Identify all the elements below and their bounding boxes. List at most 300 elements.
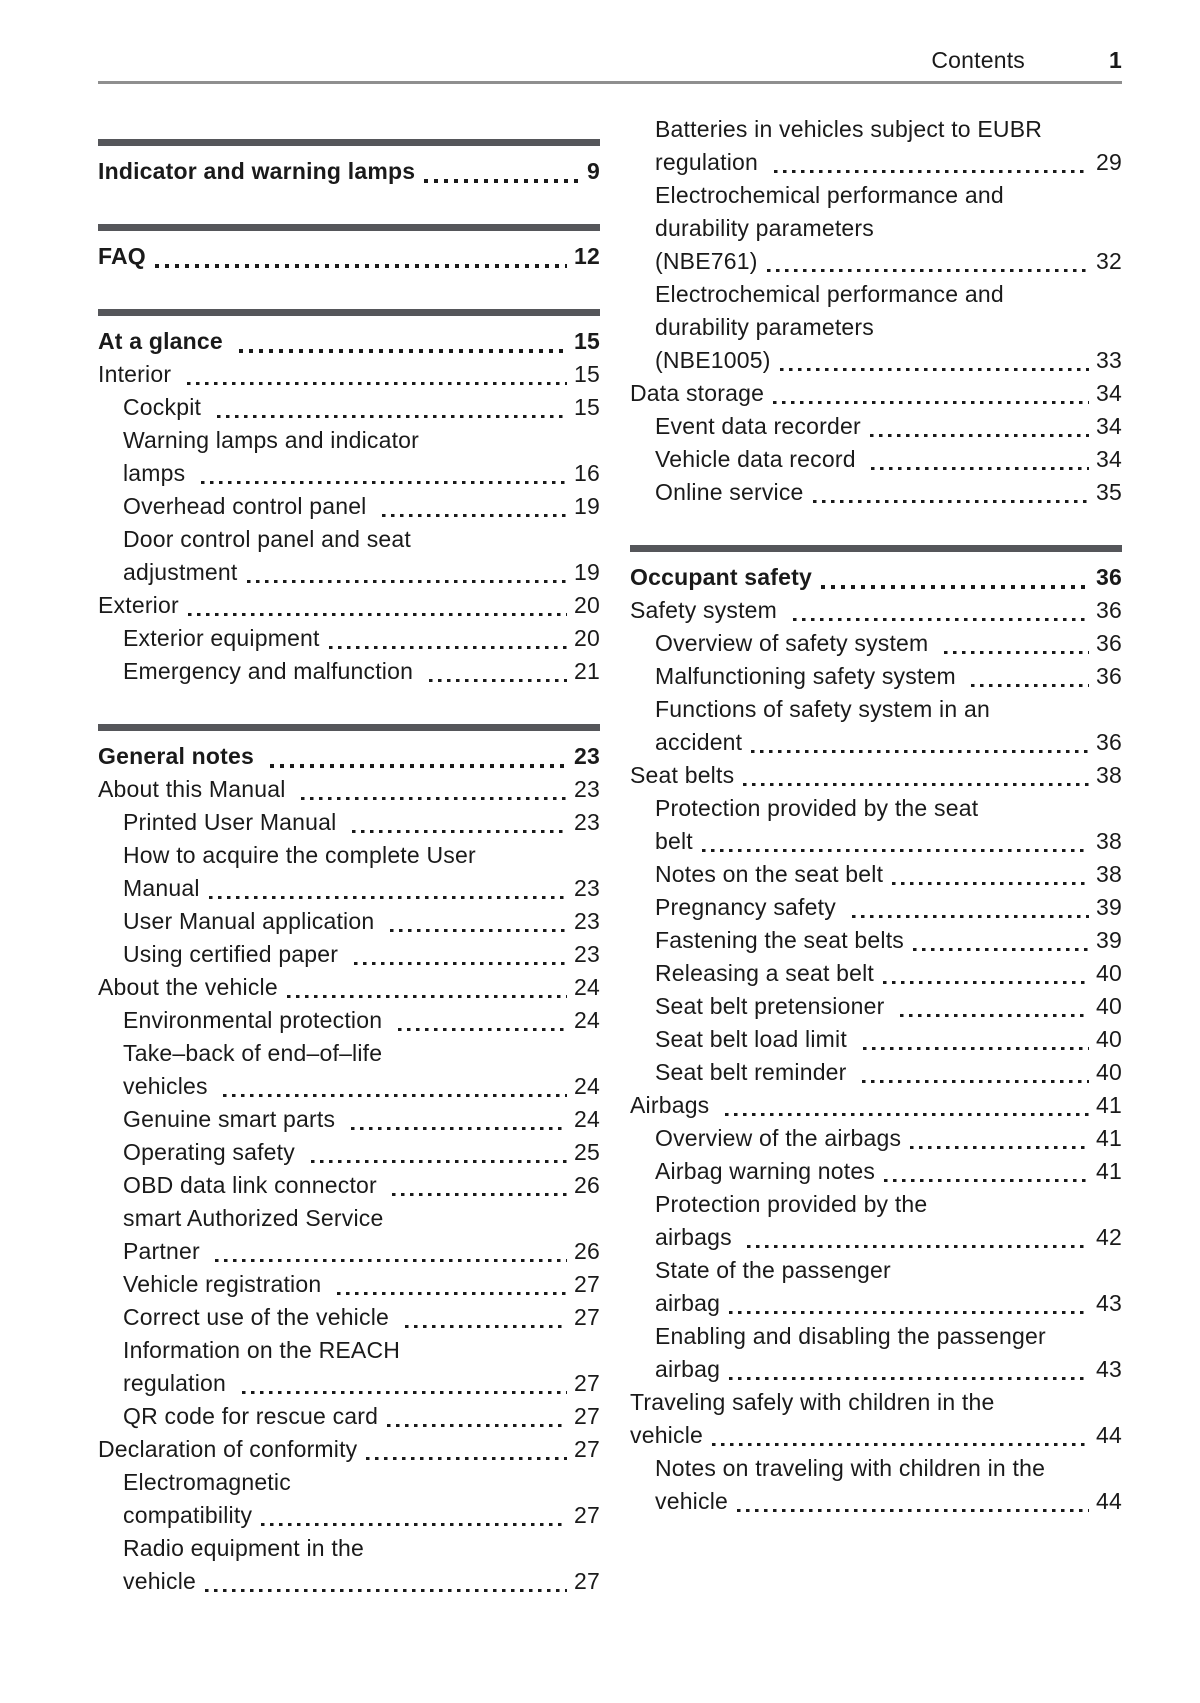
toc-entry-label: Vehicle registration [123, 1271, 328, 1297]
toc-entry-row [123, 872, 600, 905]
toc-entry-label: Airbags [630, 1092, 716, 1118]
dot-leader [201, 481, 567, 484]
toc-entry-label: vehicle [123, 1568, 196, 1594]
toc-entry-page: 40 [1096, 993, 1122, 1019]
toc-entry-label: airbags [655, 1224, 739, 1250]
dot-leader [352, 830, 567, 833]
toc-entry-label: regulation [655, 149, 765, 175]
toc-entry-label: Overhead control panel [123, 493, 374, 519]
toc-entry-row [98, 971, 600, 1004]
toc-entry-label: Airbag warning notes [655, 1158, 876, 1184]
toc-entry-page: 41 [1096, 1158, 1122, 1184]
toc-entry [98, 1466, 600, 1532]
toc-entry-label: airbag [655, 1290, 721, 1316]
toc-entry-wrap-line: Electrochemical performance and [655, 182, 1004, 208]
toc-entry-row [655, 443, 1122, 476]
toc-entry-row [630, 759, 1122, 792]
toc-section-entry [98, 325, 600, 358]
dot-leader [729, 1377, 1089, 1380]
dot-leader [813, 500, 1089, 503]
toc-entry-label: accident [655, 729, 743, 755]
toc-entry [630, 792, 1122, 858]
toc-entry [630, 1386, 1122, 1452]
toc-entry-row [655, 660, 1122, 693]
toc-entry-label: User Manual application [123, 908, 381, 934]
toc-entry-wrap-line: durability parameters [655, 314, 874, 340]
toc-entry-page: 23 [574, 941, 600, 967]
header-line [98, 46, 1122, 74]
dot-leader [729, 1311, 1089, 1314]
toc-entry-page: 15 [574, 394, 600, 420]
toc-entry-label: lamps [123, 460, 192, 486]
dot-leader [892, 882, 1089, 885]
toc-entry-label: Pregnancy safety [655, 894, 843, 920]
dot-leader [366, 1457, 567, 1460]
toc-entry [98, 655, 600, 688]
toc-entry-label: Releasing a seat belt [655, 960, 875, 986]
toc-entry-wrap-line: Traveling safely with children in the [630, 1389, 995, 1415]
toc-entry-wrap-line: Protection provided by the seat [655, 795, 979, 821]
dot-leader [429, 679, 567, 682]
section-bar [630, 545, 1122, 552]
toc-entry-label: Emergency and malfunction [123, 658, 420, 684]
toc-entry [98, 589, 600, 622]
toc-entry [98, 1202, 600, 1268]
dot-leader [301, 797, 567, 800]
toc-entry [98, 806, 600, 839]
toc-entry-row [123, 457, 600, 490]
section-bar [98, 139, 600, 146]
toc-entry-page: 41 [1096, 1125, 1122, 1151]
toc-entry [98, 1169, 600, 1202]
dot-leader [387, 1424, 567, 1427]
toc-entry-row [98, 325, 600, 358]
toc-entry [98, 839, 600, 905]
toc-entry-row [123, 556, 600, 589]
toc-entry-label: Operating safety [123, 1139, 302, 1165]
toc-entry-page: 21 [574, 658, 600, 684]
dot-leader [737, 1509, 1089, 1512]
toc-entry [98, 773, 600, 806]
toc-entry-row [123, 938, 600, 971]
toc-entry-page: 36 [1096, 663, 1122, 689]
dot-leader [883, 981, 1089, 984]
toc-entry-label: Exterior [98, 592, 179, 618]
toc-entry-wrap-line: State of the passenger [655, 1257, 891, 1283]
toc-entry-label: Seat belt pretensioner [655, 993, 892, 1019]
toc-entry-page: 16 [574, 460, 600, 486]
header-title: Contents [931, 47, 1025, 73]
toc-entry-page: 23 [574, 875, 600, 901]
dot-leader [215, 1259, 567, 1262]
toc-entry-label: Overview of safety system [655, 630, 935, 656]
toc-entry [630, 1155, 1122, 1188]
toc-entry-label: OBD data link connector [123, 1172, 384, 1198]
toc-entry-row [655, 924, 1122, 957]
toc-entry-row [123, 391, 600, 424]
toc-entry-page: 38 [1096, 828, 1122, 854]
dot-leader [351, 1127, 567, 1130]
section-bar [98, 224, 600, 231]
toc-entry-wrap-line: Electromagnetic [123, 1469, 291, 1495]
toc-entry-row [123, 622, 600, 655]
toc-section-entry [98, 740, 600, 773]
toc-entry [630, 1089, 1122, 1122]
toc-entry-label: At a glance [98, 328, 230, 354]
toc-entry-row [655, 858, 1122, 891]
toc-entry-row [655, 410, 1122, 443]
dot-leader [354, 962, 567, 965]
toc-entry [98, 523, 600, 589]
toc-entry-row [655, 1485, 1122, 1518]
toc-entry-page: 27 [574, 1271, 600, 1297]
toc-entry [630, 594, 1122, 627]
dot-leader [871, 467, 1089, 470]
toc-entry-row [630, 1089, 1122, 1122]
toc-entry-page: 24 [574, 1106, 600, 1132]
toc-entry-page: 27 [574, 1436, 600, 1462]
toc-entry [98, 1004, 600, 1037]
dot-leader [751, 750, 1089, 753]
toc-entry [630, 1188, 1122, 1254]
toc-entry-row [655, 1221, 1122, 1254]
toc-entry [630, 377, 1122, 410]
toc-entry-page: 15 [574, 361, 600, 387]
toc-entry-page: 27 [574, 1502, 600, 1528]
toc-entry-wrap-line: Functions of safety system in an [655, 696, 990, 722]
toc-entry-row [123, 806, 600, 839]
toc-entry-page: 27 [574, 1304, 600, 1330]
toc-entry-wrap-line: Take–back of end–of–life [123, 1040, 383, 1066]
toc-entry-label: vehicle [655, 1488, 728, 1514]
toc-entry-label: Safety system [630, 597, 784, 623]
toc-entry [98, 1400, 600, 1433]
toc-entry-label: Event data recorder [655, 413, 861, 439]
toc-entry-wrap-line: How to acquire the complete User [123, 842, 476, 868]
toc-columns [98, 113, 1122, 1598]
dot-leader [910, 1146, 1089, 1149]
dot-leader [702, 849, 1089, 852]
toc-entry-page: 36 [1096, 729, 1122, 755]
dot-leader [209, 896, 567, 899]
toc-entry [630, 1122, 1122, 1155]
toc-entry-page: 36 [1096, 597, 1122, 623]
toc-entry [98, 1433, 600, 1466]
toc-entry-label: Interior [98, 361, 178, 387]
dot-leader [392, 1193, 567, 1196]
toc-entry-page: 39 [1096, 894, 1122, 920]
toc-entry-page: 40 [1096, 1059, 1122, 1085]
dot-leader [793, 618, 1089, 621]
toc-entry-wrap-line: Notes on traveling with children in the [655, 1455, 1046, 1481]
toc-entry-label: Seat belt load limit [655, 1026, 854, 1052]
toc-entry-page: 34 [1096, 413, 1122, 439]
toc-entry-label: Data storage [630, 380, 765, 406]
toc-entry-page: 24 [574, 1073, 600, 1099]
toc-entry-label: vehicles [123, 1073, 215, 1099]
toc-entry-row [123, 1565, 600, 1598]
toc-entry-page: 27 [574, 1370, 600, 1396]
toc-entry-row [630, 1419, 1122, 1452]
toc-entry-row [123, 655, 600, 688]
toc-entry-row [123, 1136, 600, 1169]
header-rule [98, 81, 1122, 84]
toc-entry-row [655, 627, 1122, 660]
toc-entry [630, 957, 1122, 990]
toc-entry-label: Exterior equipment [123, 625, 320, 651]
toc-entry-page: 9 [587, 158, 600, 184]
toc-entry [630, 1320, 1122, 1386]
dot-leader [188, 613, 567, 616]
toc-entry-page: 39 [1096, 927, 1122, 953]
page-header [98, 0, 1122, 84]
toc-entry-page: 38 [1096, 861, 1122, 887]
toc-entry [630, 627, 1122, 660]
toc-entry-wrap-line: Batteries in vehicles subject to EUBR [655, 116, 1043, 142]
dot-leader [725, 1113, 1089, 1116]
toc-entry-label: Partner [123, 1238, 207, 1264]
dot-leader [852, 915, 1090, 918]
toc-entry [98, 622, 600, 655]
toc-entry-row [123, 905, 600, 938]
toc-entry-label: Correct use of the vehicle [123, 1304, 396, 1330]
toc-entry-row [655, 476, 1122, 509]
toc-entry [98, 905, 600, 938]
toc-entry-label: (NBE761) [655, 248, 758, 274]
dot-leader [821, 585, 1089, 589]
toc-entry-label: About the vehicle [98, 974, 278, 1000]
toc-entry-page: 23 [574, 809, 600, 835]
toc-entry-label: General notes [98, 743, 261, 769]
dot-leader [862, 1080, 1089, 1083]
toc-entry-row [123, 1169, 600, 1202]
toc-entry-label: Vehicle data record [655, 446, 863, 472]
toc-entry-page: 15 [574, 328, 600, 354]
toc-entry-page: 19 [574, 559, 600, 585]
toc-entry-page: 23 [574, 908, 600, 934]
toc-entry [630, 278, 1122, 377]
toc-entry-row [123, 1103, 600, 1136]
toc-entry-page: 23 [574, 743, 600, 769]
toc-entry-label: Seat belt reminder [655, 1059, 854, 1085]
dot-leader [223, 1094, 567, 1097]
dot-leader [743, 783, 1089, 786]
toc-entry-label: Printed User Manual [123, 809, 344, 835]
toc-entry-page: 33 [1096, 347, 1122, 373]
toc-entry-wrap-line: Information on the REACH [123, 1337, 401, 1363]
toc-entry-page: 40 [1096, 960, 1122, 986]
toc-entry-row [655, 990, 1122, 1023]
toc-entry-label: Notes on the seat belt [655, 861, 884, 887]
dot-leader [774, 170, 1089, 173]
toc-entry [630, 1254, 1122, 1320]
dot-leader [217, 415, 567, 418]
toc-entry-page: 34 [1096, 380, 1122, 406]
dot-leader [884, 1179, 1089, 1182]
toc-entry [630, 410, 1122, 443]
toc-entry-wrap-line: Door control panel and seat [123, 526, 411, 552]
toc-entry-row [655, 245, 1122, 278]
toc-entry [98, 1136, 600, 1169]
toc-entry-page: 24 [574, 1007, 600, 1033]
toc-entry-row [630, 561, 1122, 594]
toc-entry-page: 42 [1096, 1224, 1122, 1250]
toc-entry-label: regulation [123, 1370, 233, 1396]
toc-column-left [98, 113, 600, 1598]
toc-entry [98, 424, 600, 490]
toc-entry-row [655, 1287, 1122, 1320]
toc-entry-row [655, 1353, 1122, 1386]
dot-leader [767, 269, 1089, 272]
toc-entry-page: 43 [1096, 1290, 1122, 1316]
toc-entry-label: Seat belts [630, 762, 735, 788]
toc-entry [98, 971, 600, 1004]
dot-leader [205, 1589, 567, 1592]
toc-entry-label: vehicle [630, 1422, 703, 1448]
toc-entry [98, 391, 600, 424]
toc-entry-row [630, 377, 1122, 410]
toc-entry-row [123, 1367, 600, 1400]
section-bar [98, 724, 600, 731]
toc-entry [630, 759, 1122, 792]
toc-entry [98, 1334, 600, 1400]
dot-leader [242, 1391, 567, 1394]
toc-entry-label: Overview of the airbags [655, 1125, 902, 1151]
toc-entry [98, 358, 600, 391]
toc-entry-row [655, 726, 1122, 759]
toc-entry-wrap-line: durability parameters [655, 215, 874, 241]
dot-leader [187, 382, 567, 385]
toc-entry [630, 660, 1122, 693]
toc-entry-page: 38 [1096, 762, 1122, 788]
toc-entry-page: 44 [1096, 1422, 1122, 1448]
toc-entry-row [655, 1023, 1122, 1056]
toc-entry-row [655, 1122, 1122, 1155]
toc-entry-page: 29 [1096, 149, 1122, 175]
toc-entry [98, 1268, 600, 1301]
toc-entry [630, 990, 1122, 1023]
toc-entry-label: airbag [655, 1356, 721, 1382]
toc-entry-label: belt [655, 828, 693, 854]
toc-entry-row [123, 1301, 600, 1334]
toc-entry-row [123, 1268, 600, 1301]
toc-entry-row [123, 1235, 600, 1268]
dot-leader [773, 401, 1089, 404]
toc-entry-row [98, 773, 600, 806]
dot-leader [382, 514, 567, 517]
toc-entry-label: Indicator and warning lamps [98, 158, 416, 184]
toc-entry [98, 938, 600, 971]
toc-entry-page: 26 [574, 1238, 600, 1264]
toc-entry-row [123, 1004, 600, 1037]
toc-entry-label: Online service [655, 479, 804, 505]
dot-leader [863, 1047, 1089, 1050]
toc-entry-row [123, 490, 600, 523]
dot-leader [870, 434, 1089, 437]
toc-entry-page: 36 [1096, 630, 1122, 656]
toc-entry-label: compatibility [123, 1502, 253, 1528]
dot-leader [405, 1325, 567, 1328]
toc-entry-page: 43 [1096, 1356, 1122, 1382]
toc-entry-page: 20 [574, 592, 600, 618]
toc-entry-page: 35 [1096, 479, 1122, 505]
toc-entry [630, 1452, 1122, 1518]
toc-entry [630, 693, 1122, 759]
toc-entry-row [123, 1070, 600, 1103]
dot-leader [329, 646, 567, 649]
toc-entry-label: Cockpit [123, 394, 208, 420]
dot-leader [287, 995, 567, 998]
toc-entry [98, 1532, 600, 1598]
toc-entry-label: (NBE1005) [655, 347, 771, 373]
toc-entry-row [98, 155, 600, 188]
dot-leader [155, 264, 567, 268]
toc-entry-label: QR code for rescue card [123, 1403, 379, 1429]
toc-entry-row [655, 891, 1122, 924]
toc-entry-row [655, 825, 1122, 858]
toc-entry [630, 1056, 1122, 1089]
toc-entry-label: Malfunctioning safety system [655, 663, 963, 689]
dot-leader [239, 349, 568, 353]
toc-entry [98, 1103, 600, 1136]
toc-entry [98, 1301, 600, 1334]
dot-leader [247, 580, 568, 583]
toc-entry [630, 113, 1122, 179]
toc-section-entry [630, 561, 1122, 594]
dot-leader [261, 1523, 567, 1526]
dot-leader [398, 1028, 567, 1031]
dot-leader [390, 929, 567, 932]
toc-entry-page: 20 [574, 625, 600, 651]
toc-entry-label: Genuine smart parts [123, 1106, 342, 1132]
toc-entry-label: FAQ [98, 243, 146, 269]
toc-entry [630, 924, 1122, 957]
toc-entry-label: adjustment [123, 559, 238, 585]
toc-entry-row [98, 589, 600, 622]
toc-entry-wrap-line: Electrochemical performance and [655, 281, 1004, 307]
toc-entry [630, 858, 1122, 891]
toc-entry-label: About this Manual [98, 776, 293, 802]
toc-entry [98, 1037, 600, 1103]
toc-entry-page: 41 [1096, 1092, 1122, 1118]
toc-entry-wrap-line: Enabling and disabling the passenger [655, 1323, 1046, 1349]
toc-entry-page: 26 [574, 1172, 600, 1198]
toc-entry-page: 24 [574, 974, 600, 1000]
toc-section-entry [98, 240, 600, 273]
toc-entry-row [630, 594, 1122, 627]
toc-entry-label: Declaration of conformity [98, 1436, 358, 1462]
toc-entry [98, 490, 600, 523]
toc-entry-row [98, 358, 600, 391]
toc-entry-wrap-line: Radio equipment in the [123, 1535, 364, 1561]
header-page-number: 1 [1109, 47, 1122, 73]
toc-entry-label: Using certified paper [123, 941, 345, 967]
toc-entry-row [655, 1155, 1122, 1188]
toc-entry-page: 19 [574, 493, 600, 519]
dot-leader [913, 948, 1089, 951]
toc-entry-page: 12 [574, 243, 600, 269]
toc-entry-row [123, 1499, 600, 1532]
toc-entry-page: 44 [1096, 1488, 1122, 1514]
toc-entry-label: Occupant safety [630, 564, 812, 590]
toc-entry-page: 36 [1096, 564, 1122, 590]
dot-leader [900, 1014, 1089, 1017]
toc-entry-row [655, 146, 1122, 179]
dot-leader [780, 368, 1089, 371]
toc-entry [630, 476, 1122, 509]
toc-entry [630, 1023, 1122, 1056]
dot-leader [712, 1443, 1089, 1446]
